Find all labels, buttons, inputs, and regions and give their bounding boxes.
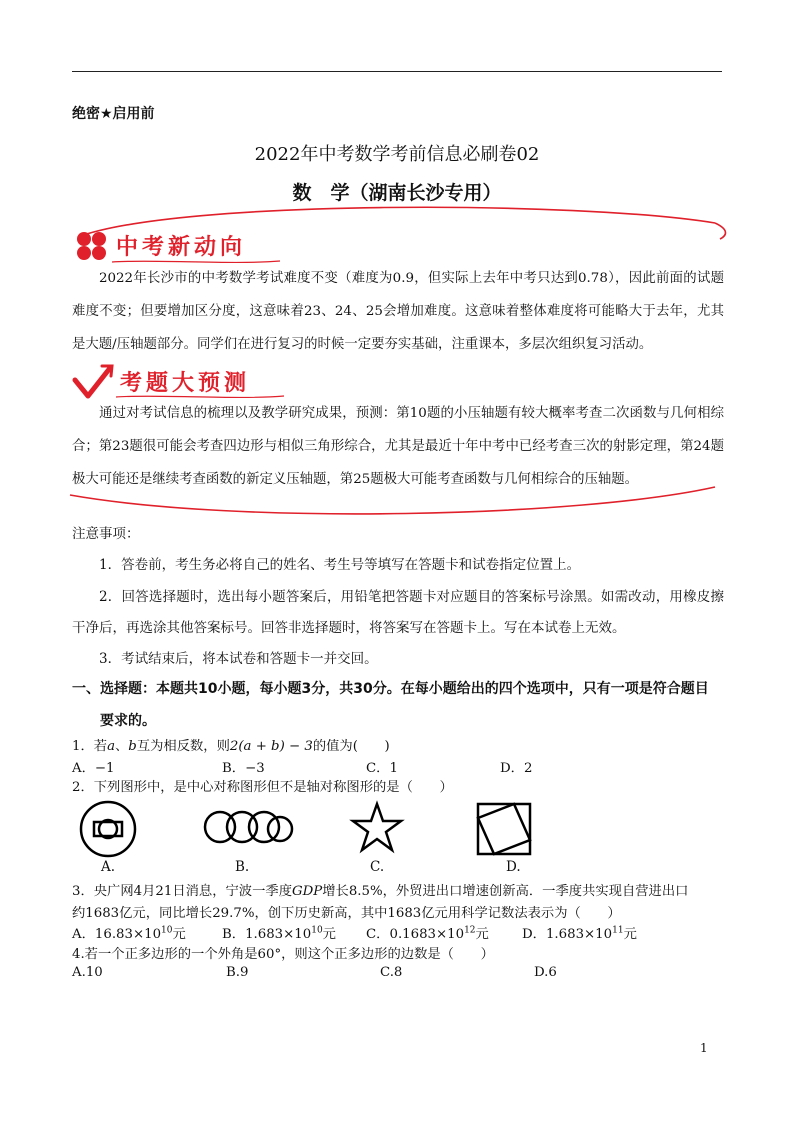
page-number: 1 (700, 1041, 708, 1055)
figure-b-olympic-rings[interactable] (202, 805, 294, 851)
figure-d-square-rotated[interactable] (474, 800, 536, 858)
q4-option-d[interactable]: D.6 (534, 965, 557, 980)
note-item: 2．回答选择题时，选出每小题答案后，用铅笔把答题卡对应题目的答案标号涂黑。如需改动，用橡皮擦干净后，再选涂其他答案标号。回答非选择题时，将答案写在答题卡上。写在本试卷上无效。 (72, 589, 724, 636)
var-a: a (107, 739, 115, 754)
q4-option-c[interactable]: C.8 (380, 965, 403, 980)
figure-c-label: C. (370, 859, 385, 875)
question-3-line2: 约1683亿元，同比增长29.7%，创下历史新高，其中1683亿元用科学记数法表示为（ ） (72, 906, 621, 921)
predict-text: 通过对考试信息的梳理以及教学研究成果，预测：第10题的小压轴题有较大概率考查二次函数与几何相综合；第23题很可能会考查四边形与相似三角形综合，尤其是最近十年中考中已经考查三次的射影定理，第24题极大可能还是继续考查函数的新定义压轴题，第25题极大可能考查函数与几何相综合的压轴题。 (72, 406, 724, 487)
var-b: b (128, 739, 137, 754)
notes-title: 注意事项： (72, 526, 140, 542)
top-rule (72, 71, 722, 72)
q1-option-c[interactable]: C．1 (366, 761, 398, 776)
confidential-label: 绝密★启用前 (72, 106, 155, 122)
q1-option-a[interactable]: A．−1 (72, 761, 115, 776)
q3-option-d[interactable]: D．$1.683\times 10^{11}$元 (522, 925, 637, 942)
question-1: 1．若a、b互为相反数，则2(a + b) − 3的值为( ) (72, 739, 390, 754)
trend-paragraph (72, 262, 724, 361)
gdp-term: GDP (292, 884, 323, 899)
q4-option-a[interactable]: A.10 (72, 965, 103, 980)
trend-text: 2022年长沙市的中考数学考试难度不变（难度为0.9，但实际上去年中考只达到0.78），因此前面的试题难度不变；但要增加区分度，这意味着23、24、25会增加难度。这意味着整体难度将可能略大于去年，尤其是大题/压轴题部分。同学们在进行复习的时候一定要夯实基础，注重课本，多层次组织复习活动。 (72, 271, 724, 352)
question-4: 4.若一个正多边形的一个外角是60°，则这个正多边形的边数是（ ） (72, 947, 494, 962)
q1-expression: 2(a + b) − 3 (229, 739, 313, 754)
figure-a-circle-ring[interactable] (78, 800, 140, 858)
page-subtitle: 数 学（湖南长沙专用） (292, 182, 502, 204)
q3-option-b[interactable]: B．$1.683\times 10^{10}$元 (222, 925, 336, 942)
check-arrow-icon (72, 362, 116, 402)
q1-option-d[interactable]: D．2 (500, 761, 533, 776)
question-2: 2．下列图形中，是中心对称图形但不是轴对称图形的是（ ） (72, 780, 453, 795)
figure-a-label: A. (101, 859, 116, 875)
section1-title: 一、选择题：本题共10小题，每小题3分，共30分。在每小题给出的四个选项中，只有一项是符合题目 (72, 681, 709, 697)
page-title: 2022年中考数学考前信息必刷卷02 (254, 144, 540, 165)
q4-option-b[interactable]: B.9 (226, 965, 249, 980)
q3-option-c[interactable]: C．$0.1683\times 10^{12}$元 (366, 925, 489, 942)
q1-option-b[interactable]: B．−3 (222, 761, 265, 776)
figure-d-label: D. (506, 859, 521, 875)
section1-title-cont: 要求的。 (100, 713, 156, 729)
flower-icon (72, 228, 112, 264)
figure-b-label: B. (235, 859, 250, 875)
q3-option-a[interactable]: A．$16.83\times 10^{10}$元 (72, 925, 186, 942)
note-item: 3．考试结束后，将本试卷和答题卡一并交回。 (99, 651, 378, 667)
predict-heading: 考题大预测 (120, 371, 251, 396)
trend-heading: 中考新动向 (116, 235, 247, 260)
figure-c-star[interactable] (348, 800, 406, 856)
predict-paragraph (72, 397, 724, 496)
note-item: 1．答卷前，考生务必将自己的姓名、考生号等填写在答题卡和试卷指定位置上。 (99, 557, 581, 573)
question-3-line1: 3．央广网4月21日消息，宁波一季度GDP增长8.5%，外贸进出口增速创新高．一季度共实现自营进出口 (72, 884, 689, 899)
